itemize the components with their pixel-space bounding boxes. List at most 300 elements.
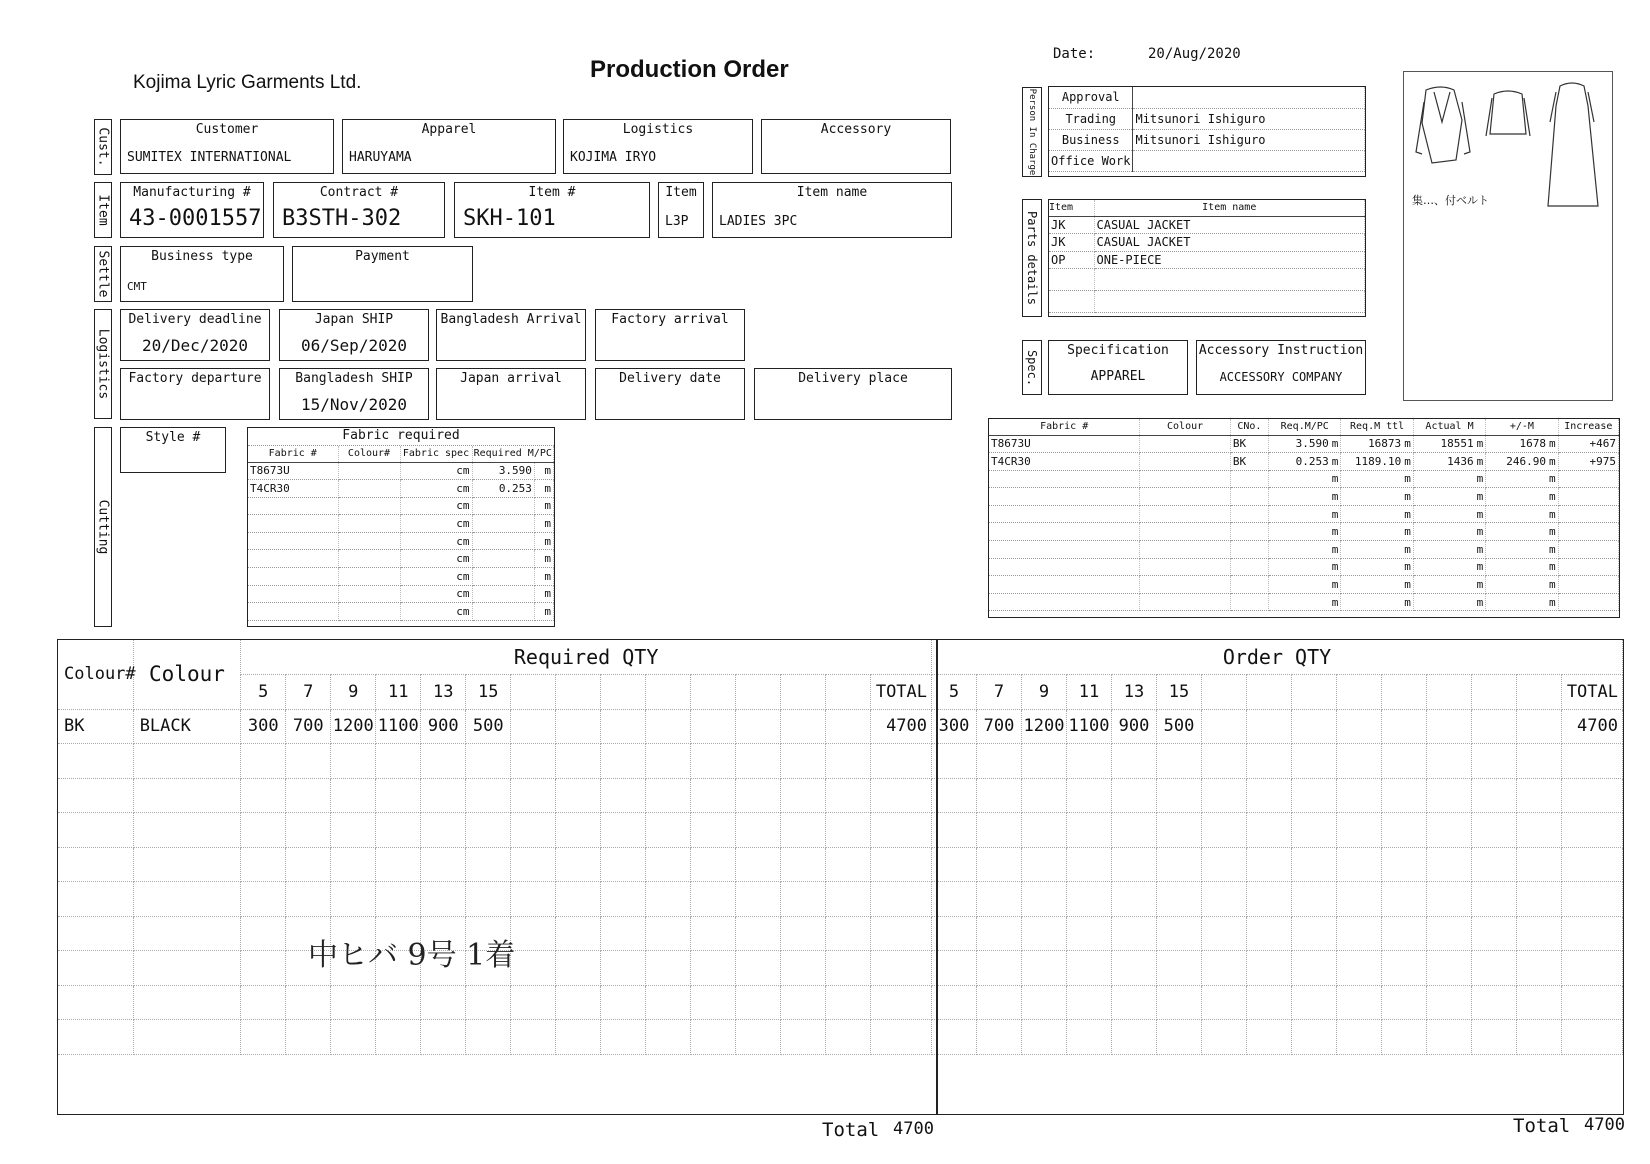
fabric-table-cell <box>1413 576 1485 594</box>
fabric-required-cell <box>472 497 534 515</box>
delivery-date-label: Delivery date <box>619 371 721 386</box>
empty-cell <box>1202 847 1247 882</box>
empty-cell <box>1427 951 1472 986</box>
specification-box <box>1048 340 1188 395</box>
empty-cell <box>133 778 241 813</box>
empty-cell <box>1112 882 1157 917</box>
fabric-required-cell <box>338 550 400 568</box>
fabric-table-header: Colour <box>1140 419 1231 435</box>
person-name <box>1133 87 1365 108</box>
business-type-label: Business type <box>151 249 253 264</box>
fr-header: Fabric # <box>248 446 338 462</box>
unit-label: m <box>1404 525 1411 539</box>
empty-cell <box>1382 813 1427 848</box>
empty-cell <box>331 813 376 848</box>
empty-cell <box>1292 985 1337 1020</box>
empty-cell <box>1112 778 1157 813</box>
fabric-table-cell <box>1341 488 1413 506</box>
empty-cell <box>133 916 241 951</box>
empty-cell <box>691 1020 736 1055</box>
empty-cell <box>511 847 556 882</box>
empty-cell <box>58 985 133 1020</box>
empty-cell <box>601 675 646 710</box>
fabric-table-row <box>989 453 1619 471</box>
empty-cell <box>1382 882 1427 917</box>
fabric-table-cell <box>1486 470 1558 488</box>
fabric-required-cell: m <box>534 532 553 550</box>
fabric-table-cell <box>1269 576 1341 594</box>
empty-cell <box>1202 951 1247 986</box>
parts-row <box>1049 291 1365 313</box>
company-name: Kojima Lyric Garments Ltd. <box>133 72 362 93</box>
fabric-required-cell: m <box>534 603 553 621</box>
empty-cell <box>1427 1020 1472 1055</box>
fabric-table <box>989 419 1619 611</box>
factory-arrival-label: Factory arrival <box>611 312 729 327</box>
empty-cell <box>932 951 977 986</box>
empty-cell <box>1562 847 1623 882</box>
order-qty-cell: 1200 <box>1022 709 1067 744</box>
fabric-required-cell: cm <box>400 497 472 515</box>
empty-cell <box>1472 1020 1517 1055</box>
fabric-table-cell <box>1140 541 1231 559</box>
logistics-value: KOJIMA IRYO <box>570 150 657 165</box>
item-number-box <box>454 182 650 238</box>
fabric-table-cell <box>1140 505 1231 523</box>
empty-cell <box>1112 847 1157 882</box>
empty-cell <box>736 813 781 848</box>
empty-cell <box>781 985 826 1020</box>
fabric-required-cell <box>338 585 400 603</box>
empty-cell <box>1337 847 1382 882</box>
delivery-date-box <box>595 368 745 420</box>
size-header: 15 <box>1157 675 1202 710</box>
unit-label: m <box>1404 472 1411 486</box>
fabric-required-cell <box>338 532 400 550</box>
unit-label: m <box>1548 472 1556 486</box>
fabric-table-header: Fabric # <box>989 419 1140 435</box>
empty-cell <box>826 951 871 986</box>
unit-label: m <box>1331 525 1339 539</box>
qty-header-row <box>58 640 1623 675</box>
required-qty-cell: 1100 <box>376 709 421 744</box>
order-qty-cell: 300 <box>932 709 977 744</box>
fabric-table-cell <box>1413 505 1485 523</box>
unit-label: m <box>1548 595 1556 609</box>
empty-cell <box>1472 778 1517 813</box>
unit-label: m <box>1331 507 1339 521</box>
delivery-place-label: Delivery place <box>798 371 908 386</box>
fabric-table-row <box>989 576 1619 594</box>
empty-cell <box>781 882 826 917</box>
person-role: Office Work <box>1049 150 1133 171</box>
fabric-table-header: Increase <box>1558 419 1618 435</box>
empty-cell <box>1337 778 1382 813</box>
qty-empty-row <box>58 847 1623 882</box>
fabric-table-cell <box>1269 541 1341 559</box>
empty-cell <box>691 778 736 813</box>
page-title: Production Order <box>590 56 789 83</box>
empty-cell <box>781 951 826 986</box>
person-table <box>1049 87 1365 172</box>
unit-label: m <box>1331 542 1339 556</box>
empty-cell <box>1292 778 1337 813</box>
fabric-table-cell <box>1341 470 1413 488</box>
fabric-table-cell: 246.90 m <box>1486 453 1558 471</box>
bangladesh-ship-label: Bangladesh SHIP <box>295 371 413 386</box>
empty-cell <box>1517 916 1562 951</box>
fabric-required-cell <box>338 480 400 498</box>
empty-cell <box>1247 951 1292 986</box>
fabric-table-cell: 1189.10 m <box>1341 453 1413 471</box>
empty-cell <box>932 985 977 1020</box>
order-qty-cell: 700 <box>977 709 1022 744</box>
empty-cell <box>736 847 781 882</box>
empty-cell <box>511 882 556 917</box>
parts-name: CASUAL JACKET <box>1094 234 1365 252</box>
parts-item <box>1049 269 1094 291</box>
style-label: Style # <box>145 430 201 445</box>
qty-data-row <box>58 709 1623 744</box>
required-qty-cell: 300 <box>241 709 286 744</box>
unit-label: m <box>1331 490 1339 504</box>
manufacturing-label: Manufacturing # <box>133 185 251 200</box>
empty-cell <box>1562 1020 1623 1055</box>
unit-label: m <box>1404 595 1411 609</box>
qty-empty-row <box>58 744 1623 779</box>
parts-name <box>1094 291 1365 313</box>
empty-cell <box>331 778 376 813</box>
fabric-required-cell <box>472 568 534 586</box>
fabric-required-row <box>248 550 554 568</box>
colour-cell: BLACK <box>133 709 241 744</box>
empty-cell <box>646 916 691 951</box>
unit-label: m <box>1404 437 1411 451</box>
empty-cell <box>1157 916 1202 951</box>
empty-cell <box>781 1020 826 1055</box>
empty-cell <box>511 744 556 779</box>
empty-cell <box>1247 744 1292 779</box>
empty-cell <box>601 847 646 882</box>
unit-label: m <box>1548 578 1556 592</box>
apparel-box <box>342 119 556 174</box>
empty-cell <box>1562 951 1623 986</box>
required-qty-cell: 1200 <box>331 709 376 744</box>
empty-cell <box>58 882 133 917</box>
fabric-table-cell <box>1230 470 1268 488</box>
empty-cell <box>1202 916 1247 951</box>
empty-cell <box>556 951 601 986</box>
quantity-grid <box>57 639 1624 1115</box>
empty-cell <box>1382 1020 1427 1055</box>
empty-cell <box>1247 709 1292 744</box>
empty-cell <box>736 1020 781 1055</box>
fabric-required-cell: T4CR30 <box>248 480 338 498</box>
empty-cell <box>781 847 826 882</box>
empty-cell <box>511 916 556 951</box>
fabric-table-cell <box>1140 523 1231 541</box>
empty-cell <box>932 847 977 882</box>
empty-cell <box>646 675 691 710</box>
unit-label: m <box>1331 595 1339 609</box>
required-qty-cell: 500 <box>466 709 511 744</box>
empty-cell <box>871 882 932 917</box>
empty-cell <box>1292 709 1337 744</box>
empty-cell <box>58 1020 133 1055</box>
empty-cell <box>1472 744 1517 779</box>
bangladesh-ship-value: 15/Nov/2020 <box>301 395 407 414</box>
fabric-required-cell <box>338 497 400 515</box>
empty-cell <box>781 744 826 779</box>
date-value: 20/Aug/2020 <box>1148 46 1241 62</box>
empty-cell <box>1517 985 1562 1020</box>
fabric-table-cell <box>989 470 1140 488</box>
empty-cell <box>1472 847 1517 882</box>
fabric-required-cell <box>248 550 338 568</box>
empty-cell <box>1022 744 1067 779</box>
empty-cell <box>1202 882 1247 917</box>
empty-cell <box>1247 882 1292 917</box>
fabric-table-cell <box>1341 558 1413 576</box>
fabric-required-cell: m <box>534 480 553 498</box>
item-code-box <box>658 182 704 238</box>
empty-cell <box>977 916 1022 951</box>
accessory-instruction-label: Accessory Instruction <box>1198 343 1364 358</box>
fabric-table-row <box>989 558 1619 576</box>
empty-cell <box>826 709 871 744</box>
unit-label: m <box>1404 490 1411 504</box>
logistics-label: Logistics <box>622 122 694 137</box>
empty-cell <box>241 916 286 951</box>
empty-cell <box>58 916 133 951</box>
size-header: 9 <box>1022 675 1067 710</box>
order-qty-header: Order QTY <box>932 640 1623 675</box>
empty-cell <box>1427 709 1472 744</box>
empty-cell <box>1247 675 1292 710</box>
empty-cell <box>1022 916 1067 951</box>
empty-cell <box>691 847 736 882</box>
unit-label: m <box>1548 454 1556 468</box>
empty-cell <box>1382 847 1427 882</box>
person-in-charge-box <box>1048 86 1366 177</box>
fabric-table-cell <box>1269 470 1341 488</box>
empty-cell <box>781 916 826 951</box>
order-total-cell: 4700 <box>1562 709 1623 744</box>
required-qty-header: Required QTY <box>241 640 932 675</box>
fabric-table-cell <box>1558 558 1618 576</box>
fabric-table-cell <box>1230 593 1268 611</box>
empty-cell <box>421 778 466 813</box>
business-type-value: CMT <box>127 280 147 293</box>
empty-cell <box>1427 847 1472 882</box>
empty-cell <box>1247 916 1292 951</box>
empty-cell <box>1337 985 1382 1020</box>
empty-cell <box>932 882 977 917</box>
empty-cell <box>1517 778 1562 813</box>
customer-box <box>120 119 334 174</box>
empty-cell <box>133 951 241 986</box>
fabric-table-cell <box>1341 523 1413 541</box>
empty-cell <box>1157 847 1202 882</box>
fr-header: Required M/PC <box>472 446 554 462</box>
delivery-place-box <box>754 368 952 420</box>
fabric-table-cell <box>1230 541 1268 559</box>
empty-cell <box>241 985 286 1020</box>
empty-cell <box>421 985 466 1020</box>
bangladesh-arrival-box <box>436 309 586 361</box>
empty-cell <box>691 916 736 951</box>
empty-cell <box>133 847 241 882</box>
empty-cell <box>1202 744 1247 779</box>
fabric-table-cell <box>989 558 1140 576</box>
fabric-required-cell: cm <box>400 550 472 568</box>
empty-cell <box>1292 951 1337 986</box>
manufacturing-box <box>120 182 264 238</box>
qty-empty-row <box>58 778 1623 813</box>
empty-cell <box>1112 1020 1157 1055</box>
empty-cell <box>736 675 781 710</box>
person-role: Approval <box>1049 87 1133 108</box>
empty-cell <box>1112 951 1157 986</box>
fabric-required-cell: cm <box>400 480 472 498</box>
fabric-required-cell <box>472 585 534 603</box>
empty-cell <box>511 778 556 813</box>
empty-cell <box>1427 778 1472 813</box>
empty-cell <box>646 778 691 813</box>
empty-cell <box>826 847 871 882</box>
parts-header: Item name <box>1094 200 1365 216</box>
empty-cell <box>1157 813 1202 848</box>
empty-cell <box>1112 916 1157 951</box>
unit-label: m <box>1548 560 1556 574</box>
fabric-required-cell: m <box>534 515 553 533</box>
empty-cell <box>1292 675 1337 710</box>
empty-cell <box>58 813 133 848</box>
unit-label: m <box>1476 490 1484 504</box>
empty-cell <box>1562 882 1623 917</box>
fabric-required-row <box>248 462 554 480</box>
empty-cell <box>601 813 646 848</box>
fabric-table-cell <box>1486 576 1558 594</box>
empty-cell <box>1067 847 1112 882</box>
empty-cell <box>1022 813 1067 848</box>
empty-cell <box>1067 778 1112 813</box>
contract-value: B3STH-302 <box>282 206 402 231</box>
fabric-table-cell <box>1140 470 1231 488</box>
fabric-table-cell <box>1140 435 1231 453</box>
fabric-table-cell <box>1269 593 1341 611</box>
fabric-required-cell: m <box>534 585 553 603</box>
fabric-required-cell: 0.253 <box>472 480 534 498</box>
empty-cell <box>1067 744 1112 779</box>
empty-cell <box>286 847 331 882</box>
empty-cell <box>601 951 646 986</box>
empty-cell <box>1562 916 1623 951</box>
factory-departure-box <box>120 368 270 420</box>
section-item: Item <box>94 182 112 238</box>
fabric-required-cell <box>248 532 338 550</box>
fabric-table-cell <box>1341 593 1413 611</box>
order-qty-cell: 500 <box>1157 709 1202 744</box>
parts-name <box>1094 269 1365 291</box>
japan-ship-box <box>279 309 429 361</box>
bangladesh-ship-box <box>279 368 429 420</box>
size-header: 9 <box>331 675 376 710</box>
empty-cell <box>691 813 736 848</box>
fabric-table-cell <box>1486 558 1558 576</box>
empty-cell <box>1517 847 1562 882</box>
fabric-required-cell: cm <box>400 532 472 550</box>
empty-cell <box>1157 985 1202 1020</box>
empty-cell <box>331 1020 376 1055</box>
empty-cell <box>736 985 781 1020</box>
fabric-table-cell <box>989 488 1140 506</box>
fabric-table-cell <box>1486 541 1558 559</box>
empty-cell <box>601 1020 646 1055</box>
fabric-table-cell <box>1558 505 1618 523</box>
empty-cell <box>932 916 977 951</box>
fabric-required-cell: m <box>534 462 553 480</box>
fabric-table-cell: 16873 m <box>1341 435 1413 453</box>
specification-value: APPAREL <box>1090 369 1146 384</box>
item-number-value: SKH-101 <box>463 206 556 231</box>
item-code-value: L3P <box>665 214 689 229</box>
item-name-box <box>712 182 952 238</box>
person-row <box>1049 150 1365 171</box>
empty-cell <box>1337 916 1382 951</box>
empty-cell <box>1157 744 1202 779</box>
fabric-required-cell: cm <box>400 568 472 586</box>
colour-no-cell: BK <box>58 709 133 744</box>
empty-cell <box>1112 985 1157 1020</box>
empty-cell <box>1337 813 1382 848</box>
empty-cell <box>1157 1020 1202 1055</box>
person-name: Mitsunori Ishiguro <box>1133 129 1365 150</box>
unit-label: m <box>1548 525 1556 539</box>
fabric-table-cell <box>1413 488 1485 506</box>
empty-cell <box>1472 916 1517 951</box>
accessory-instruction-value: ACCESSORY COMPANY <box>1219 370 1343 384</box>
empty-cell <box>1517 813 1562 848</box>
empty-cell <box>376 985 421 1020</box>
japan-arrival-label: Japan arrival <box>460 371 562 386</box>
fabric-table-cell: BK <box>1230 435 1268 453</box>
accessory-label: Accessory <box>820 122 892 137</box>
empty-cell <box>1472 985 1517 1020</box>
fabric-table-header: Actual M <box>1413 419 1485 435</box>
fabric-table-box <box>988 418 1620 618</box>
fabric-table-cell <box>1269 488 1341 506</box>
empty-cell <box>1022 1020 1067 1055</box>
empty-cell <box>466 778 511 813</box>
empty-cell <box>556 709 601 744</box>
empty-cell <box>977 951 1022 986</box>
empty-cell <box>286 985 331 1020</box>
empty-cell <box>691 709 736 744</box>
person-name: Mitsunori Ishiguro <box>1133 108 1365 129</box>
empty-cell <box>601 985 646 1020</box>
required-qty-cell: 700 <box>286 709 331 744</box>
size-header: 7 <box>286 675 331 710</box>
fabric-required-box <box>247 427 555 627</box>
fabric-table-cell: +975 <box>1558 453 1618 471</box>
empty-cell <box>646 744 691 779</box>
parts-row <box>1049 269 1365 291</box>
empty-cell <box>977 1020 1022 1055</box>
section-settle: Settle <box>94 246 112 302</box>
empty-cell <box>736 882 781 917</box>
empty-cell <box>1157 882 1202 917</box>
